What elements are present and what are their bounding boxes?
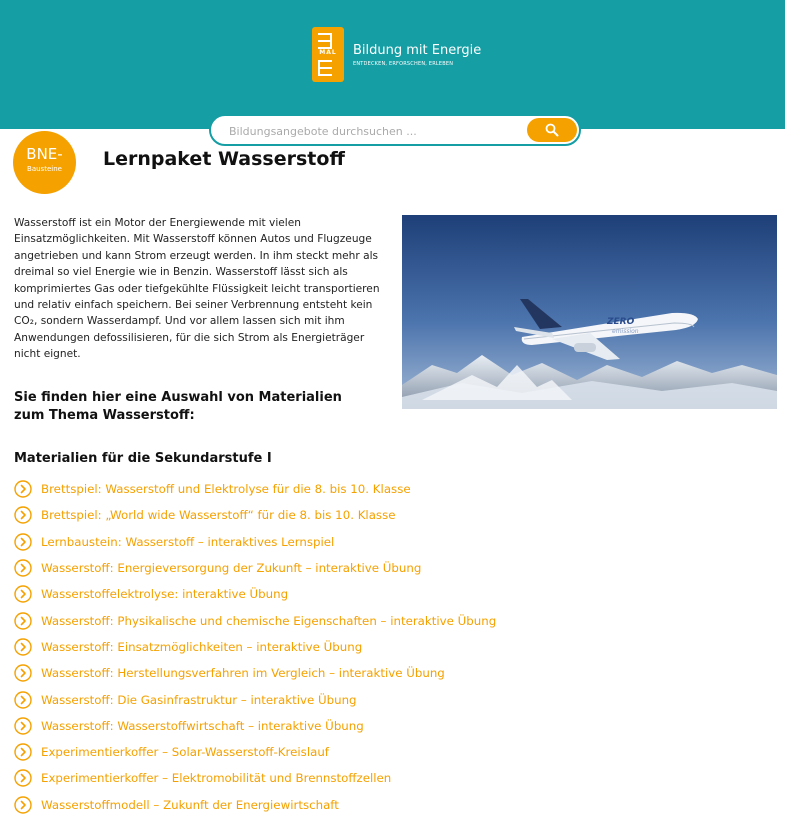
search-input[interactable] <box>229 122 509 140</box>
badge-line1: BNE- <box>26 145 63 163</box>
chevron-right-icon <box>14 638 32 656</box>
material-link-text[interactable]: Brettspiel: „World wide Wasserstoff“ für die 8. bis 10. Klasse <box>41 508 396 523</box>
material-link[interactable] <box>14 686 496 712</box>
selection-heading: Sie finden hier eine Auswahl von Materialien zum Thema Wasserstoff: <box>14 390 342 423</box>
chevron-right-icon <box>14 480 32 498</box>
chevron-right-icon <box>14 585 32 603</box>
chevron-right-icon <box>14 612 32 630</box>
search-icon <box>545 123 559 137</box>
logo-subtitle: ENTDECKEN, ERFORSCHEN, ERLEBEN <box>353 60 454 67</box>
material-link-text[interactable]: Wasserstoff: Physikalische und chemische Eigenschaften – interaktive Übung <box>41 613 497 628</box>
aircraft-label: ZERO <box>607 317 635 327</box>
material-link[interactable] <box>14 555 496 581</box>
material-link-text[interactable]: Wasserstoff: Energieversorgung der Zukunft – interaktive Übung <box>41 561 422 576</box>
material-link-text[interactable]: Wasserstoff: Wasserstoffwirtschaft – interaktive Übung <box>41 718 364 733</box>
section-heading: Materialien für die Sekundarstufe I <box>14 451 272 466</box>
logo-text <box>353 43 481 67</box>
chevron-right-icon <box>14 533 32 551</box>
airplane-image <box>402 215 777 409</box>
page-title: Lernpaket Wasserstoff <box>103 148 345 170</box>
chevron-right-icon <box>14 743 32 761</box>
material-link-text[interactable]: Wasserstoffelektrolyse: interaktive Übung <box>41 587 289 602</box>
chevron-right-icon <box>14 769 32 787</box>
intro-text: Wasserstoff ist ein Motor der Energiewende mit vielen Einsatzmöglichkeiten. Mit Wasserstoff können Autos und Flugzeuge angetrieben und kann Strom erzeugt werden. In ihm steckt mehr als dreimal so viel Energie wie in Benzin. Wasserstoff lässt sich als komprimiertes Gas oder tiefgekühlte Flüssigkeit leicht transportieren und relativ einfach speichern. Bei seiner Verbrennung entsteht kein CO₂, sondern Wasserdampf. Und vor allem lassen sich mit ihm Anwendungen defossilisieren, für die sich Strom als Energieträger nicht eignet. <box>14 217 380 361</box>
material-link-text[interactable]: Experimentierkoffer – Elektromobilität und Brennstoffzellen <box>41 771 392 786</box>
logo-title: Bildung mit Energie <box>353 42 482 58</box>
chevron-right-icon <box>14 796 32 814</box>
material-link[interactable] <box>14 634 496 660</box>
material-link[interactable] <box>14 713 496 739</box>
material-link[interactable] <box>14 502 496 528</box>
site-header <box>0 0 785 129</box>
material-link-text[interactable]: Wasserstoffmodell – Zukunft der Energiewirtschaft <box>41 797 339 812</box>
material-link-text[interactable]: Brettspiel: Wasserstoff und Elektrolyse für die 8. bis 10. Klasse <box>41 482 411 497</box>
chevron-right-icon <box>14 691 32 709</box>
chevron-right-icon <box>14 717 32 735</box>
material-link-text[interactable]: Lernbaustein: Wasserstoff – interaktives Lernspiel <box>41 534 335 549</box>
chevron-right-icon <box>14 506 32 524</box>
material-link[interactable] <box>14 660 496 686</box>
aircraft-sub: emission <box>612 328 639 335</box>
logo-mark <box>312 27 344 82</box>
materials-list <box>14 476 496 818</box>
material-link[interactable] <box>14 765 496 791</box>
search-bar <box>209 114 581 146</box>
material-link[interactable] <box>14 607 496 633</box>
badge-line2: Bausteine <box>27 165 62 173</box>
material-link-text[interactable]: Experimentierkoffer – Solar-Wasserstoff-Kreislauf <box>41 745 329 760</box>
material-link[interactable] <box>14 476 496 502</box>
material-link-text[interactable]: Wasserstoff: Herstellungsverfahren im Vergleich – interaktive Übung <box>41 666 445 681</box>
material-link[interactable] <box>14 581 496 607</box>
material-link[interactable] <box>14 739 496 765</box>
bne-badge[interactable] <box>13 131 76 194</box>
material-link[interactable] <box>14 529 496 555</box>
material-link[interactable] <box>14 792 496 818</box>
hero-image <box>402 215 777 409</box>
material-link-text[interactable]: Wasserstoff: Die Gasinfrastruktur – interaktive Übung <box>41 692 357 707</box>
material-link-text[interactable]: Wasserstoff: Einsatzmöglichkeiten – interaktive Übung <box>41 639 363 654</box>
logo-mark-text: MAL <box>319 49 337 56</box>
logo[interactable] <box>312 27 481 82</box>
chevron-right-icon <box>14 559 32 577</box>
search-button[interactable] <box>527 118 577 142</box>
chevron-right-icon <box>14 664 32 682</box>
